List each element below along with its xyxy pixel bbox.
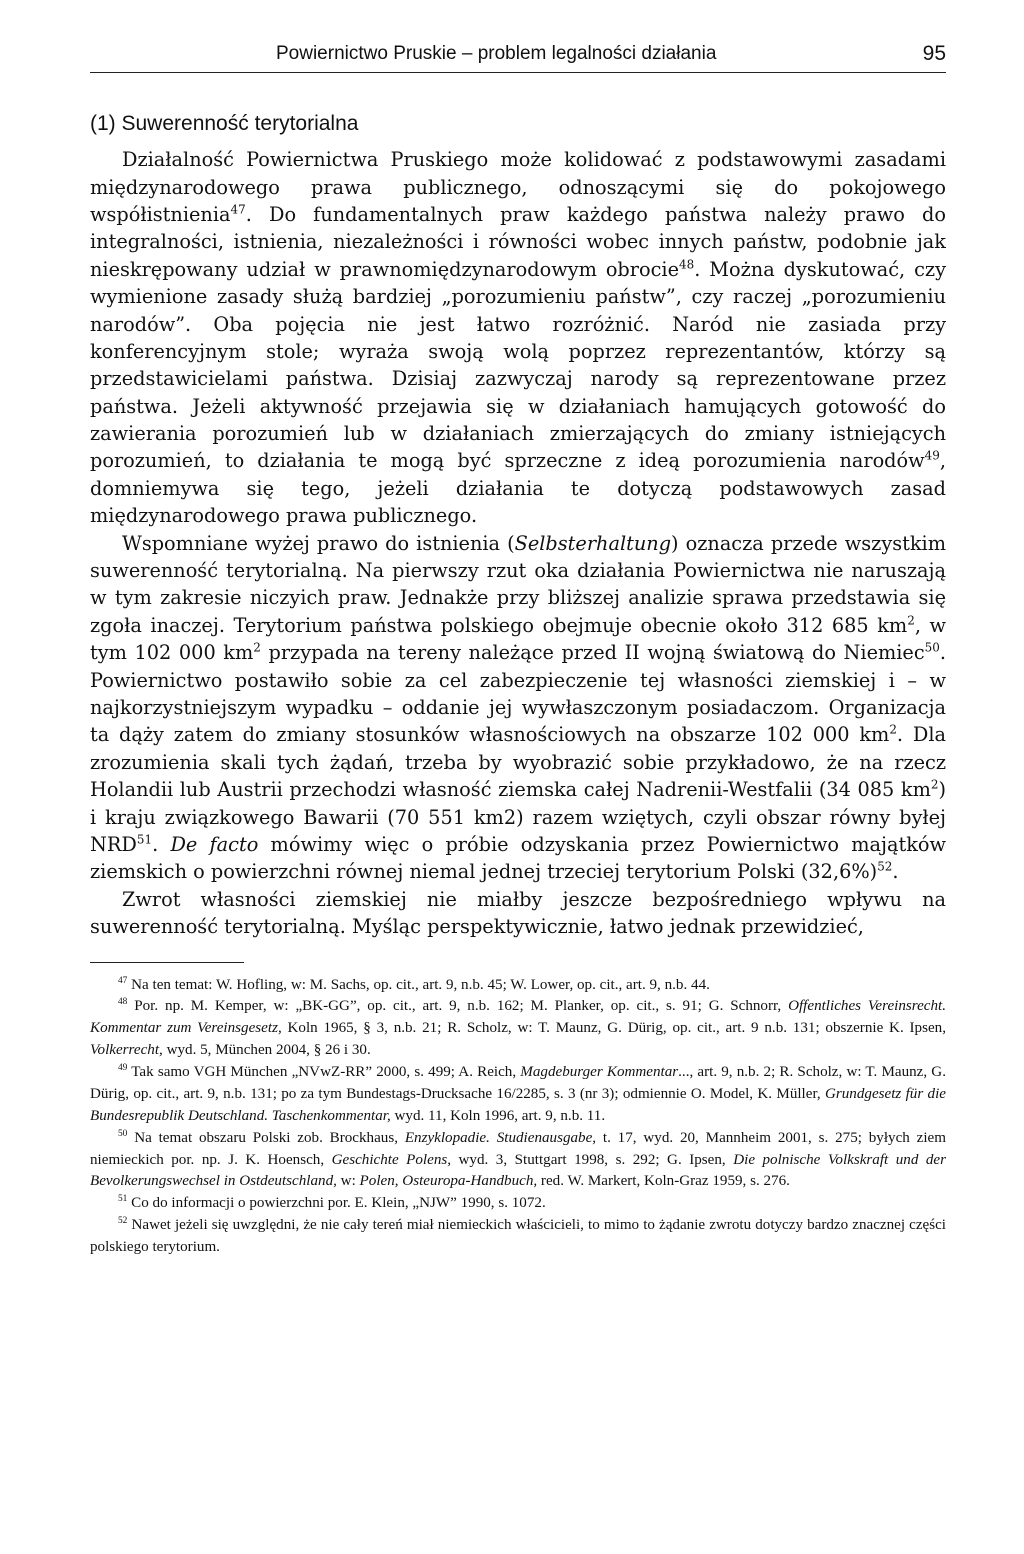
footnote-49: [90, 1062, 946, 1128]
footnote-separator: [90, 962, 244, 963]
paragraph-2-text-c: , w tym 102 000 km: [90, 613, 946, 665]
footnote-text: Co do informacji o powierzchni por. E. Klein, „NJW” 1990, s. 1072.: [131, 1195, 546, 1212]
paragraph-2-text-j: .: [892, 860, 899, 884]
paragraph-1: [90, 146, 946, 529]
paragraph-2-text-e: . Powiernictwo postawiło sobie za cel zabezpieczenie tej własności ziemskiej i – w najkorzystniejszym wypadku – oddanie jej wywłaszczonym posiadaczom. Organizacja ta dąży zatem do zmiany stosunków własnościowych na obszarze 102 000 km: [90, 641, 947, 747]
footnote-text: Na temat obszaru Polski zob. Brockhaus,: [134, 1129, 405, 1146]
paragraph-2-text-a: Wspomniane wyżej prawo do istnienia (: [122, 531, 515, 555]
footnote-title: Offentliches Vereinsrecht. Kommentar zum Vereinsgesetz,: [90, 998, 946, 1037]
running-title: Powiernictwo Pruskie – problem legalności działania: [276, 43, 717, 64]
footnote-52: [90, 1215, 946, 1259]
footnote-title: Die polnische Volkskraft und der Bevolkerungswechsel in Ostdeutschland,: [90, 1151, 946, 1190]
footnote-ref-51: 51: [136, 832, 153, 847]
paragraph-1-text-d: , domniemywa się tego, jeżeli działania te dotyczą podstawowych zasad międzynarodowego prawa publicznego.: [90, 449, 946, 528]
footnote-text: wyd. 3, Stuttgart 1998, s. 292; G. Ipsen,: [451, 1151, 734, 1168]
footnote-text: t. 17, wyd. 20, Mannheim 2001, s. 275; byłych ziem niemieckich por. np. J. K. Hoensch,: [90, 1129, 946, 1168]
paragraph-1-text-c: . Można dyskutować, czy wymienione zasady służą bardziej „porozumieniu państw”, czy raczej „porozumieniu narodów”. Oba pojęcia nie jest łatwo rozróżnić. Naród nie zasiada przy konferencyjnym stole; wyraża swoją wolą poprzez reprezentantów, którzy są przedstawicielami państwa. Dzisiaj zazwyczaj narody są reprezentowane przez państwa. Jeżeli aktywność przejawia się w działaniach hamujących gotowość do zawierania porozumień lub w działaniach zmierzających do zmiany istniejących porozumień, to działania te mogą być sprzeczne z ideą porozumienia narodów: [90, 257, 946, 473]
book-page: [90, 38, 946, 1259]
footnote-text: wyd. 5, München 2004, § 26 i 30.: [162, 1042, 371, 1059]
footnote-text: w:: [336, 1173, 360, 1190]
footnote-title: Polen, Osteuropa-Handbuch,: [359, 1173, 538, 1190]
footnote-51: [90, 1193, 946, 1215]
footnote-50: [90, 1128, 946, 1194]
footnote-number: 47: [118, 975, 128, 986]
footnote-text: ..., art. 9, n.b. 2; R. Scholz, w: T. Maunz, G. Dürig, op. cit., art. 9, n.b. 131; po za tym Bundestags-Drucksache 16/2285, s. 3 (nr 3); odmiennie O. Model, K. Müller,: [90, 1064, 946, 1102]
footnote-text: Por. np. M. Kemper, w: „BK-GG”, op. cit., art. 9, n.b. 162; M. Planker, op. cit., s. 91; G. Schnorr,: [134, 998, 789, 1015]
footnote-title: Grundgesetz für die Bundesrepublik Deutschland. Taschenkommentar,: [90, 1085, 946, 1124]
footnote-title: Enzyklopadie. Studienausgabe,: [404, 1129, 597, 1146]
footnote-number: 52: [118, 1216, 128, 1227]
paragraph-1-text-b: . Do fundamentalnych praw każdego państwa należy prawo do integralności, istnienia, niezależności i równości wobec innych państw, podobnie jak nieskrępowany udział w prawnomiędzynarodowym obrocie: [90, 202, 946, 281]
paragraph-2: [90, 530, 946, 886]
running-header: [90, 38, 946, 73]
footnote-number: 50: [118, 1128, 128, 1139]
paragraph-2-text-f: . Dla zrozumienia skali tych żądań, trzeba by wyobrazić sobie przykładowo, że na rzecz Holandii lub Austrii przechodzi własność ziemska całej Nadrenii-Westfalii (34 085 km: [90, 723, 946, 802]
paragraph-2-text-b: ) oznacza przede wszystkim suwerenność terytorialną. Na pierwszy rzut oka działania Powiernictwa nie naruszają w tym zakresie niczyich praw. Jednakże przy bliższej analizie sprawa przedstawia się zgoła inaczej. Terytorium państwa polskiego obejmuje obecnie około 312 685 km: [90, 531, 946, 637]
footnote-ref-52: 52: [877, 859, 893, 874]
footnote-ref-50: 50: [924, 640, 940, 655]
footnote-47: [90, 975, 946, 997]
footnote-ref-47: 47: [230, 202, 246, 217]
paragraph-1-text-a: Działalność Powiernictwa Pruskiego może kolidować z podstawowymi zasadami międzynarodowego prawa publicznego, odnoszącymi się do pokojowego współistnienia: [90, 148, 946, 226]
paragraph-2-text-i: mówimy więc o próbie odzyskania przez Powiernictwo majątków ziemskich o powierzchni równej niemal jednej trzeciej terytorium Polski (32,6%): [90, 832, 946, 884]
page-number: 95: [922, 42, 946, 65]
footnote-text: wyd. 11, Koln 1996, art. 9, n.b. 11.: [390, 1107, 606, 1124]
area-unit-superscript: 2: [889, 722, 897, 737]
paragraph-2-text-g: ) i kraju związkowego Bawarii (70 551 km2) razem wziętych, czyli obszar równy byłej NRD: [90, 778, 946, 856]
footnote-number: 48: [118, 997, 128, 1008]
footnote-text: Nawet jeżeli się uwzględni, że nie cały tereń miał niemieckich właścicieli, to mimo to żądanie zwrotu dotyczy bardzo znacznej części polskiego terytorium.: [90, 1217, 946, 1256]
italic-term-selbsterhaltung: Selbsterhaltung: [514, 531, 672, 555]
footnote-text: Tak samo VGH München „NVwZ-RR” 2000, s. 499; A. Reich,: [131, 1064, 521, 1081]
area-unit-superscript: 2: [930, 777, 939, 792]
footnote-number: 51: [118, 1194, 128, 1205]
main-text: [90, 146, 946, 940]
footnote-number: 49: [118, 1062, 128, 1073]
footnote-title: Volkerrecht,: [90, 1042, 163, 1059]
footnote-text: red. W. Markert, Koln-Graz 1959, s. 276.: [537, 1173, 790, 1190]
footnote-text: Na ten temat: W. Hofling, w: M. Sachs, op. cit., art. 9, n.b. 45; W. Lower, op. cit., art. 9, n.b. 44.: [131, 976, 710, 993]
paragraph-2-text-h: .: [152, 832, 171, 856]
italic-term-de-facto: De facto: [170, 832, 259, 856]
paragraph-2-text-d: przypada na tereny należące przed II wojną światową do Niemiec: [260, 641, 925, 665]
footnote-ref-49: 49: [924, 449, 940, 464]
paragraph-3-text: Zwrot własności ziemskiej nie miałby jeszcze bezpośredniego wpływu na suwerenność terytorialną. Myśląc perspektywicznie, łatwo jednak przewidzieć,: [90, 887, 946, 939]
section-heading: (1) Suwerenność terytorialna: [90, 112, 359, 135]
footnote-48: [90, 996, 946, 1062]
footnote-title: Magdeburger Kommentar: [520, 1064, 679, 1081]
footnote-ref-48: 48: [678, 257, 695, 272]
footnote-title: Geschichte Polens,: [331, 1151, 452, 1168]
area-unit-superscript: 2: [253, 640, 261, 655]
area-unit-superscript: 2: [907, 613, 915, 628]
paragraph-3: [90, 886, 946, 941]
footnotes: [90, 975, 946, 1259]
footnote-text: Koln 1965, § 3, n.b. 21; R. Scholz, w: T. Maunz, G. Dürig, op. cit., art. 9 n.b. 131; obszernie K. Ipsen,: [281, 1020, 946, 1037]
